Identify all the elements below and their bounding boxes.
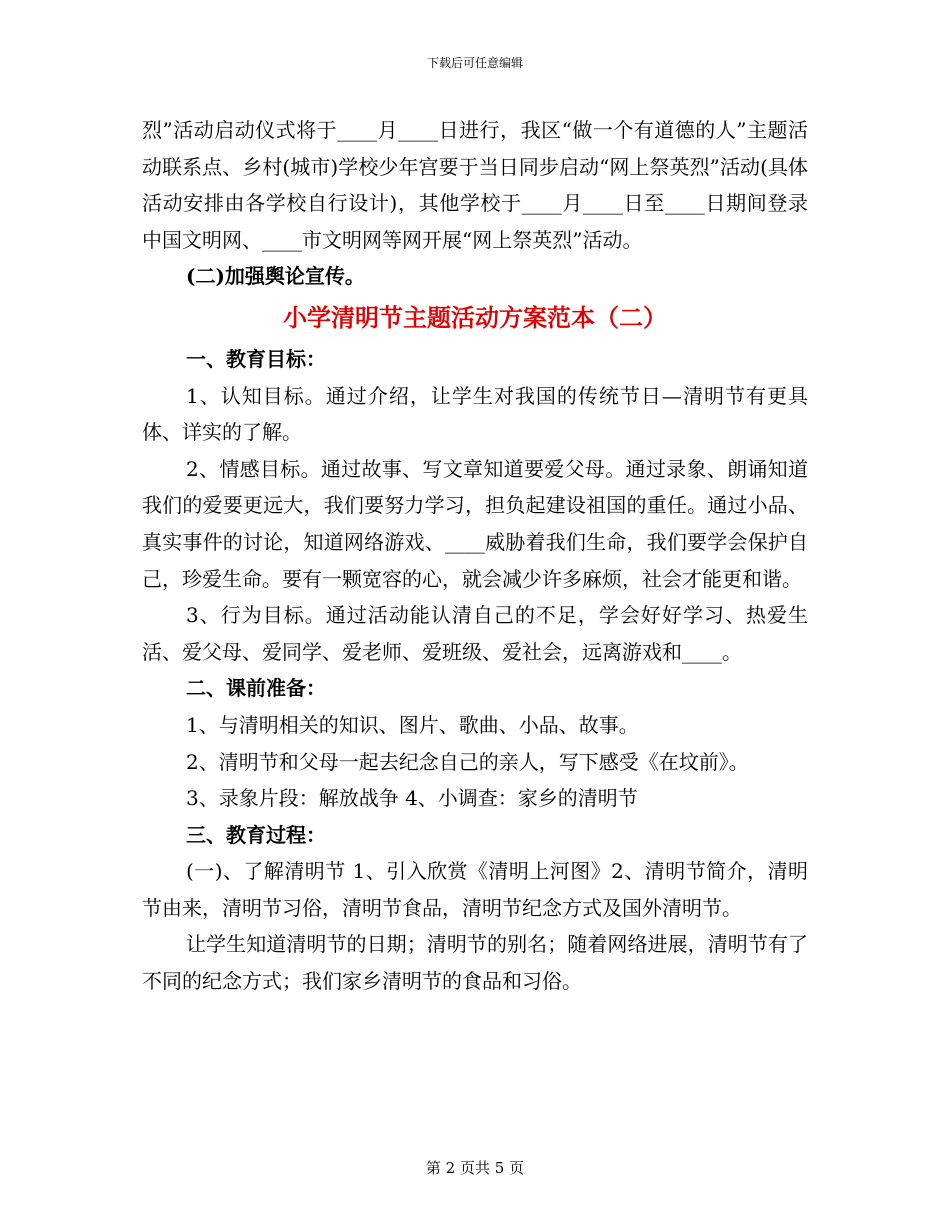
subheading-publicity: (二)加强舆论宣传。 xyxy=(186,264,365,289)
heading-preparation: 二、课前准备： xyxy=(186,676,326,701)
prep-item-1: 1、与清明相关的知识、图片、歌曲、小品、故事。 xyxy=(186,712,639,737)
section-title: 小学清明节主题活动方案范本（二） xyxy=(283,302,667,332)
goal-behavioral: 3、行为目标。通过活动能认清自己的不足，学会好好学习、热爱生活、爱父母、爱同学、爱老师、爱班级、爱社会，远离游戏和____。 xyxy=(142,603,808,664)
page-header: 下载后可任意编辑 xyxy=(426,56,523,70)
goal-emotional: 2、情感目标。通过故事、写文章知道要爱父母。通过录象、朗诵知道我们的爱要更远大，我们要努力学习，担负起建设祖国的重任。通过小品、真实事件的讨论，知道网络游戏、____威胁着我们生命，我们要学会保护自己，珍爱生命。要有一颗宽容的心，就会减少许多麻烦，社会才能更和谐。 xyxy=(142,456,808,591)
heading-process: 三、教育过程： xyxy=(186,822,326,847)
page-footer: 第 2 页共 5 页 xyxy=(425,1159,525,1177)
document-body xyxy=(142,112,808,1000)
prep-item-2: 2、清明节和父母一起去纪念自己的亲人，写下感受《在坟前》。 xyxy=(186,749,749,774)
heading-goals: 一、教育目标： xyxy=(186,346,326,371)
process-item-2: 让学生知道清明节的日期；清明节的别名；随着网络进展，清明节有了不同的纪念方式；我们家乡清明节的食品和习俗。 xyxy=(142,932,808,994)
process-item-1: (一)、了解清明节 1、引入欣赏《清明上河图》2、清明节简介，清明节由来，清明节习俗，清明节食品，清明节纪念方式及国外清明节。 xyxy=(142,859,808,920)
prep-item-3: 3、录象片段：解放战争 4、小调查：家乡的清明节 xyxy=(186,786,638,811)
intro-paragraph: 烈”活动启动仪式将于____月____日进行，我区“做一个有道德的人”主题活动联系点、乡村(城市)学校少年宫要于当日同步启动“网上祭英烈”活动(具体活动安排由各学校自行设计)，其他学校于____月____日至____日期间登录中国文明网、____市文明网等网开展“网上祭英烈”活动。 xyxy=(142,118,808,252)
goal-cognitive: 1、认知目标。通过介绍，让学生对我国的传统节日—清明节有更具体、详实的了解。 xyxy=(142,383,808,445)
